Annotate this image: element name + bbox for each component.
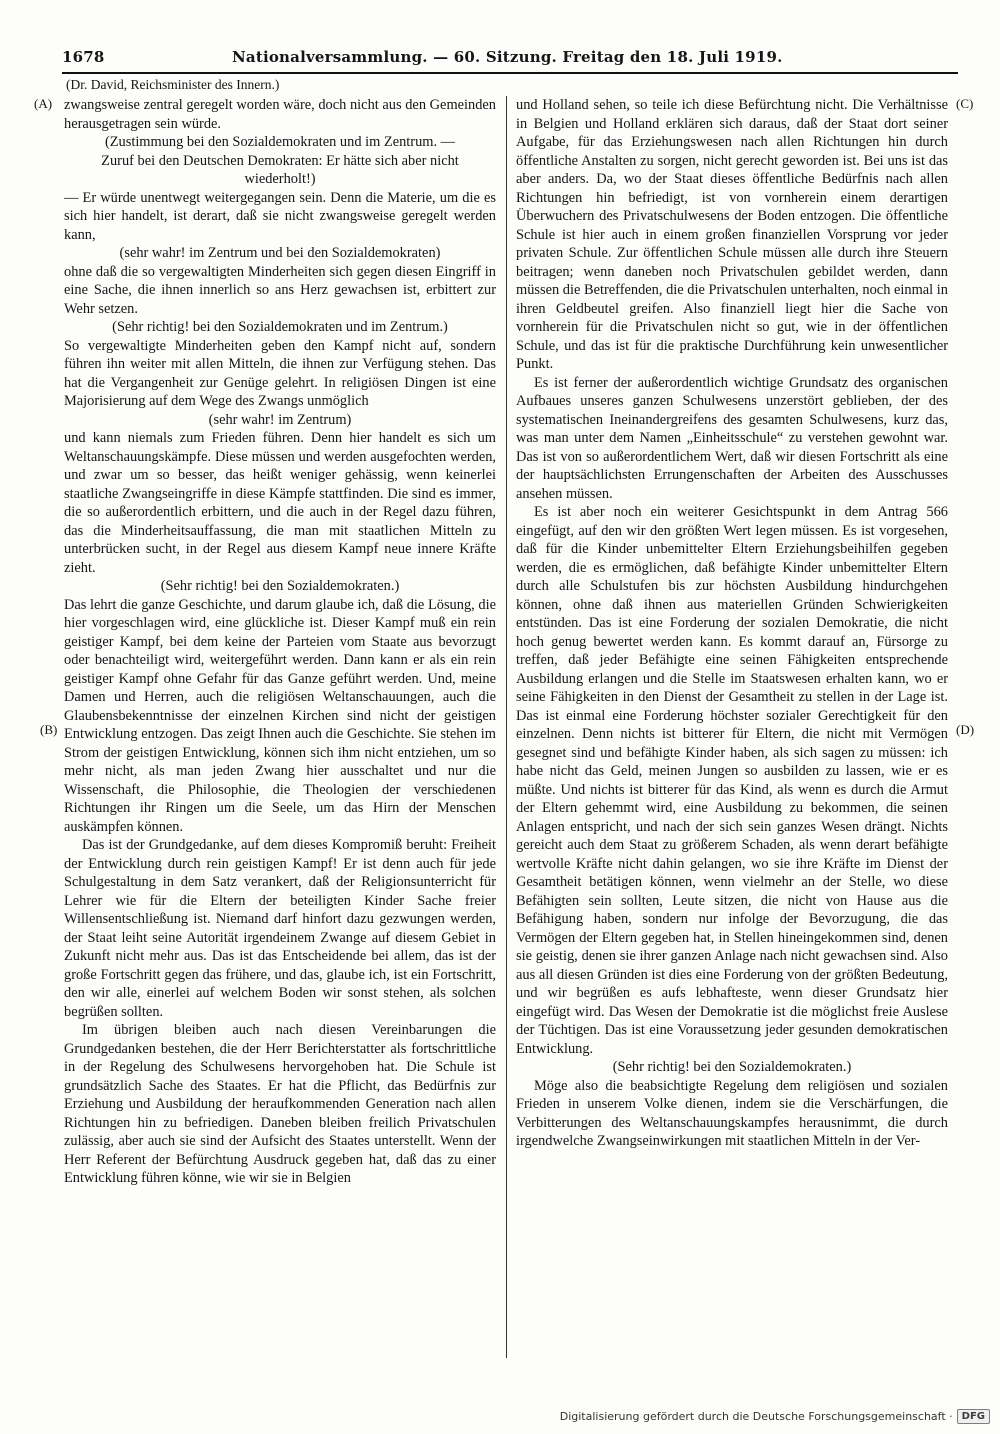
paragraph: Das ist der Grundgedanke, auf dem dieses Kompromiß beruht: Freiheit der Entwicklung durch rein geistigen Kampf! Er ist denn auch für jede Schulgestaltung in dem Satz verankert, daß der Religionsunterricht für Lehrer wie für die Eltern der beteiligten Kinder Sache freier Willensentschließung ist. Niemand darf hinfort dazu gezwungen werden, der Staat leiht seine Autorität irgendeinem Zwange auf diesem Gebiet in Zukunft nicht mehr aus. Das ist das Entscheidende bei allem, das ist der große Fortschritt gegen das frühere, und das, glaube ich, ist ein Fortschritt, den wir alle, einerlei auf welchem Boden wir sonst stehen, als solchen begrüßen sollten. <box>64 837 496 1020</box>
paragraph: Es ist ferner der außerordentlich wichtige Grundsatz des organischen Aufbaues unseres ganzen Schulwesens unzerstört geblieben, der des systematischen Ineinandergreifens des gesamten Schulwesens, kurz das, was man unter dem Namen „Einheitsschule“ zu verstehen gewohnt war. Das ist von so außerordentlichem Wert, daß wir diesen Fortschritt als eine der hauptsächlichsten Errungenschaften der Arbeiten des Ausschusses ansehen müssen. <box>516 374 948 502</box>
margin-marker-a: (A) <box>34 96 53 111</box>
paragraph: Es ist aber noch ein weiterer Gesichtspunkt in dem Antrag 566 eingefügt, auf den wir den größten Wert legen müssen. Es ist vorgesehen, daß für die Kinder unbemittelter Eltern Erziehungsbeihilfen gegeben werden, die es ermöglichen, daß befähigte Kinder unbemittelter Eltern durch alle Schulstufen bis zur höchsten Ausbildung hindurchgehen können, ohne daß ihnen aus materiellen Gründen Schwierigkeiten entstünden. Das ist eine Forderung der sozialen Demokratie, die nicht hoch genug bewertet werden kann. Es kommt darauf an, Fürsorge zu treffen, daß jeder Befähigte eine seinen Fähigkeiten entsprechende Ausbildung erlangen und die Stelle im Staatswesen erhalten kann, wo er seine Fähigkeiten in den Dienst der Gesamtheit zu stellen in der Lage ist. Das ist einmal eine Forderung höchster sozialer Gerechtigkeit für den einzelnen. Denn nichts ist bitterer für Eltern, die nicht mit Vermögen gesegnet sind und befähigte Kinder haben, als sich sagen zu müssen: ich habe nicht das Geld, meinen Jungen so ausbilden zu lassen, wie er es müßte. Und nichts ist bitterer für das Kind, als wenn es durch die Armut der Eltern gehemmt wird, eine Ausbildung zu bekommen, die seinen Anlagen entspricht, und nach der sich sein ganzes Wesen drängt. Nichts gereicht auch dem Staat zu größerem Schaden, als wenn derart befähigte wertvolle Kräfte nicht dahin gelangen, wo sie ihre Kräfte im Dienst der Gesamtheit betätigen können, wenn vielmehr an der Stelle, wo diese Befähigten sein sollten, Leute sitzen, die nicht von Hause aus die Befähigung haben, sondern nur infolge der Bevorzugung, die das Vermögen der Eltern gegeben hat, in Stellen hineingekommen sind, denen sie geistig, denen sie ihrer ganzen Anlage nach nicht gewachsen sind. Also aus all diesen Gründen ist dies eine Forderung von der größten Bedeutung, und wir begrüßen es aufs lebhafteste, wenn dieser Grundsatz hier eingefügt wird. Das Wesen der Demokratie ist die möglichst freie Auslese der Tüchtigen. Das ist eine Voraussetzung jeder gesunden demokratischen Entwicklung. <box>516 504 948 1057</box>
paragraph: und kann niemals zum Frieden führen. Denn hier handelt es sich um Weltanschauungskämpfe. Diese müssen und werden ausgefochten werden, und zwar um so besser, das heißt weniger gehässig, wenn keinerlei staatliche Zwangseingriffe in diese Kämpfe stattfinden. Die sind es immer, die so außerordentlich erbittern, und die auch in der Regel dazu führen, das die Minderheitsauffassung, die man mit staatlichen Mitteln zu unterbrücken sucht, in der Regel aus diesem Kampf neue innere Kräfte zieht. <box>64 430 496 576</box>
margin-marker-c: (C) <box>956 96 974 111</box>
interjection: (Sehr richtig! bei den Sozialdemokraten und im Zentrum.) <box>112 319 448 335</box>
paragraph: — Er würde unentwegt weitergegangen sein. Denn die Materie, um die es sich hier handelt, ist derart, daß sie nicht zwangsweise geregelt werden kann, <box>64 189 496 243</box>
header-rule <box>62 72 958 74</box>
page-header <box>62 44 958 70</box>
footer-text: Digitalisierung gefördert durch die Deutsche Forschungsgemeinschaft · <box>559 1410 953 1423</box>
interjection: (Zustimmung bei den Sozialdemokraten und im Zentrum. — Zuruf bei den Deutschen Demokraten: Er hätte sich aber nicht wiederholt!) <box>101 134 459 187</box>
interjection: (Sehr richtig! bei den Sozialdemokraten.) <box>160 578 400 594</box>
page-number: 1678 <box>62 48 105 66</box>
page-header-title: Nationalversammlung. — 60. Sitzung. Freitag den 18. Juli 1919. <box>232 48 783 66</box>
digitization-footer <box>560 1409 990 1424</box>
paragraph: Das lehrt die ganze Geschichte, und darum glaube ich, daß die Lösung, die hier vorgeschlagen wird, eine glückliche ist. Dieser Kampf muß ein rein geistiger Kampf, bei dem keine der Parteien vom Staate aus bevorzugt oder benachteiligt wird, weitergeführt werden. Dann kann er als ein rein geistiger Kampf ohne Gefahr für das Ganze geführt werden. Und, meine Damen und Herren, auch die religiösen Weltanschauungen, auch die Glaubensbekenntnisse der einzelnen Kirchen sind nicht der geistigen Entwicklung entzogen. Das zeigt Ihnen auch die Geschichte. Sie stehen im Strom der geistigen Entwicklung, können sich ihm nicht entziehen, um so mehr nicht, als man jeden Zwang hier ausschaltet und nur die Wissenschaft, die Philosophie, die Theologien der verschiedenen Richtungen ihr Ringen um die Seele, um das Hirn der Menschen auskämpfen können. <box>64 596 496 835</box>
paragraph: Möge also die beabsichtigte Regelung dem religiösen und sozialen Frieden in unserem Volke dienen, indem sie die Verschärfungen, die Verbitterungen des Weltanschauungskampfes herausnimmt, die durch irgendwelche Zwangseinwirkungen mit staatlichen Mitteln in der Ver- <box>516 1077 948 1149</box>
dfg-logo-icon: DFG <box>957 1409 990 1424</box>
interjection: (Sehr richtig! bei den Sozialdemokraten.) <box>612 1059 852 1075</box>
margin-marker-b: (B) <box>40 722 58 737</box>
paragraph: Im übrigen bleiben auch nach diesen Vereinbarungen die Grundgedanken bestehen, die der Herr Berichterstatter als fortschrittliche in der Regelung des Schulwesens hervorgehoben hat. Die Schule ist grundsätzlich Sache des Staates. Er hat die Pflicht, das Bedürfnis zur Erziehung und Ausbildung der heraufkommenden Generation nach allen Richtungen hin zu befriedigen. Daneben bleiben freilich Privatschulen zulässig, aber auch sie sind der Aufsicht des Staates unterstellt. Wenn der Herr Referent der Befürchtung Ausdruck gegeben hat, daß das zu einer Entwicklung führen könne, wie wir sie in Belgien <box>64 1022 496 1186</box>
interjection: (sehr wahr! im Zentrum und bei den Sozialdemokraten) <box>119 245 441 261</box>
paragraph: zwangsweise zentral geregelt worden wäre, doch nicht aus den Gemeinden herausgetragen sein würde. <box>64 97 496 132</box>
paragraph: So vergewaltigte Minderheiten geben den Kampf nicht auf, sondern führen ihn weiter mit allen Mitteln, die ihnen zur Verfügung stehen. Das hat die Vergangenheit zur Genüge gelehrt. In religiösen Dingen ist eine Majorisierung auf dem Wege des Zwangs unmöglich <box>64 337 496 409</box>
paragraph: und Holland sehen, so teile ich diese Befürchtung nicht. Die Verhältnisse in Belgien und Holland erklären sich daraus, daß der Staat dort seiner Aufgabe, für das Erziehungswesen nach allen Richtungen hin durch öffentliche Anstalten zu sorgen, nicht gerecht geworden ist. Bei uns ist das aber anders. Da, wo der Staat dieses öffentliche Bedürfnis nach allen Richtungen hin befriedigt, ist von vornherein einem derartigen Überwuchern des Privatschulwesens der Boden entzogen. Die öffentliche Schule ist hier auch in einem großen finanziellen Vorsprung vor jeder privaten Schule. Zur öffentlichen Schule müssen alle durch ihre Steuern beitragen; wenn daneben noch Privatschulen gebildet werden, dann müssen die Betreffenden, die die Privatschulen unterhalten, noch einmal in ihren Geldbeutel greifen. Also finanziell liegt hier die Sache von vornherein für die Privatschulen nicht so gut, wie in der öffentlichen Schule, und das ist für die praktische Durchführung kein unwesentlicher Punkt. <box>516 97 948 372</box>
margin-marker-d: (D) <box>956 722 975 737</box>
interjection: (sehr wahr! im Zentrum) <box>208 411 352 428</box>
left-column <box>64 96 496 1188</box>
speaker-line: (Dr. David, Reichsminister des Innern.) <box>66 77 280 92</box>
right-column <box>516 96 948 1151</box>
column-divider <box>506 96 507 1358</box>
paragraph: ohne daß die so vergewaltigten Minderheiten sich gegen diesen Eingriff in eine Sache, die ihnen innerlich so ans Herz gewachsen ist, erbittert zur Wehr setzen. <box>64 263 496 317</box>
